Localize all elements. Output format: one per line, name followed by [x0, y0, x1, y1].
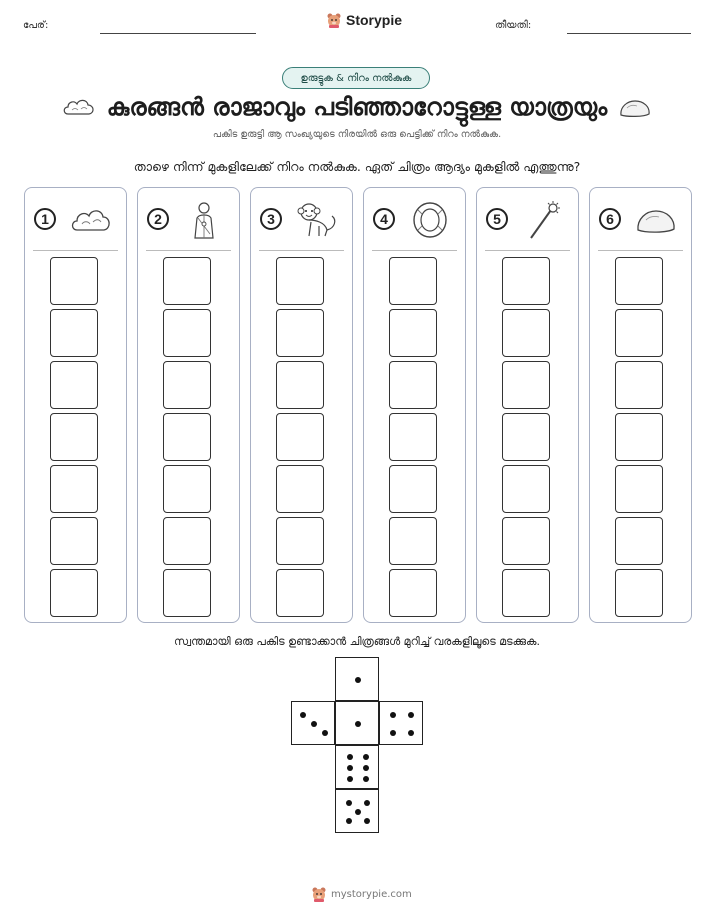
date-label: തീയതി: — [495, 20, 532, 31]
coloring-box[interactable] — [163, 517, 211, 565]
column-number: 5 — [486, 208, 508, 230]
dice-pip — [363, 765, 369, 771]
column-number: 2 — [147, 208, 169, 230]
fold-instruction: സ്വന്തമായി ഒരു പകിട ഉണ്ടാക്കാൻ ചിത്രങ്ങൾ മുറിച്ച് വരകളിലൂടെ മടക്കുക. — [174, 635, 540, 648]
column-header — [25, 188, 126, 250]
dice-pip — [346, 818, 352, 824]
column-number: 6 — [599, 208, 621, 230]
coloring-box[interactable] — [389, 361, 437, 409]
column-5 — [476, 187, 579, 623]
coloring-box[interactable] — [389, 465, 437, 513]
coloring-box[interactable] — [502, 309, 550, 357]
coloring-box[interactable] — [502, 569, 550, 617]
column-divider — [33, 250, 118, 251]
dice-pip — [408, 730, 414, 736]
coloring-box[interactable] — [50, 361, 98, 409]
coloring-box[interactable] — [276, 413, 324, 461]
instruction: താഴെ നിന്ന് മുകളിലേക്ക് നിറം നൽകുക. ഏത് ചിത്രം ആദ്യം മുകളിൽ എത്തുന്നു? — [133, 159, 581, 174]
coloring-box[interactable] — [389, 257, 437, 305]
brand-logo — [326, 12, 402, 28]
column-divider — [598, 250, 683, 251]
monk-icon — [182, 200, 226, 240]
coloring-box[interactable] — [615, 465, 663, 513]
coloring-box[interactable] — [276, 517, 324, 565]
column-divider — [485, 250, 570, 251]
cloud-icon — [62, 96, 96, 120]
coloring-box[interactable] — [615, 309, 663, 357]
coloring-box[interactable] — [502, 413, 550, 461]
coloring-box[interactable] — [163, 361, 211, 409]
coloring-box[interactable] — [276, 569, 324, 617]
coloring-box[interactable] — [163, 569, 211, 617]
coloring-box[interactable] — [615, 361, 663, 409]
dice-pip — [363, 776, 369, 782]
coloring-box[interactable] — [276, 309, 324, 357]
coloring-box[interactable] — [389, 413, 437, 461]
dice-face — [379, 701, 423, 745]
coloring-box[interactable] — [615, 517, 663, 565]
dice-pip — [311, 721, 317, 727]
column-number: 1 — [34, 208, 56, 230]
dice-pip — [347, 754, 353, 760]
dice-pip — [363, 754, 369, 760]
footer-url: mystorypie.com — [331, 888, 412, 900]
subtitle: പകിട ഉരുട്ടി ആ സംഖ്യയുടെ നിരയിൽ ഒരു പെട്ടിക്ക് നിറം നൽകുക. — [212, 129, 502, 140]
coloring-box[interactable] — [502, 465, 550, 513]
dice-pip — [390, 730, 396, 736]
coloring-box[interactable] — [615, 413, 663, 461]
dice-face — [291, 701, 335, 745]
dice-pip — [390, 712, 396, 718]
dice-pip — [347, 776, 353, 782]
rock-icon — [634, 200, 678, 240]
column-2 — [137, 187, 240, 623]
dice-face — [335, 701, 379, 745]
magic-staff-icon — [521, 200, 565, 240]
dice-pip — [355, 721, 361, 727]
golden-ring-icon — [408, 200, 452, 240]
coloring-box[interactable] — [163, 257, 211, 305]
column-header — [477, 188, 578, 250]
coloring-box[interactable] — [502, 361, 550, 409]
coloring-box[interactable] — [615, 569, 663, 617]
bear-icon — [311, 886, 327, 902]
dice-pip — [355, 677, 361, 683]
date-line — [567, 33, 691, 34]
dice-net — [291, 657, 425, 835]
dice-pip — [364, 800, 370, 806]
coloring-box[interactable] — [50, 465, 98, 513]
coloring-box[interactable] — [50, 413, 98, 461]
activity-badge: ഉരുട്ടുക & നിറം നൽകുക — [282, 67, 430, 89]
name-line — [100, 33, 256, 34]
dice-pip — [346, 800, 352, 806]
coloring-box[interactable] — [50, 517, 98, 565]
column-number: 4 — [373, 208, 395, 230]
column-1 — [24, 187, 127, 623]
coloring-box[interactable] — [50, 309, 98, 357]
column-number: 3 — [260, 208, 282, 230]
coloring-box[interactable] — [276, 465, 324, 513]
dice-pip — [355, 809, 361, 815]
dice-face — [335, 657, 379, 701]
bear-icon — [326, 12, 342, 28]
coloring-box[interactable] — [163, 413, 211, 461]
coloring-box[interactable] — [502, 257, 550, 305]
column-4 — [363, 187, 466, 623]
column-header — [590, 188, 691, 250]
coloring-box[interactable] — [389, 517, 437, 565]
column-divider — [259, 250, 344, 251]
dice-pip — [347, 765, 353, 771]
brand-name: Storypie — [346, 12, 403, 28]
coloring-box[interactable] — [389, 309, 437, 357]
dice-pip — [364, 818, 370, 824]
coloring-box[interactable] — [276, 257, 324, 305]
column-6 — [589, 187, 692, 623]
coloring-box[interactable] — [615, 257, 663, 305]
coloring-box[interactable] — [163, 465, 211, 513]
coloring-box[interactable] — [163, 309, 211, 357]
coloring-box[interactable] — [50, 257, 98, 305]
column-header — [251, 188, 352, 250]
coloring-box[interactable] — [502, 517, 550, 565]
footer — [311, 886, 412, 902]
rock-icon — [618, 96, 652, 120]
column-header — [138, 188, 239, 250]
dice-pip — [322, 730, 328, 736]
coloring-box[interactable] — [389, 569, 437, 617]
column-3 — [250, 187, 353, 623]
cloud-icon — [69, 200, 113, 240]
monkey-icon — [295, 200, 339, 240]
column-header — [364, 188, 465, 250]
page-title: കുരങ്ങൻ രാജാവും പടിഞ്ഞാറോട്ടുള്ള യാത്രയും — [106, 93, 608, 121]
dice-pip — [408, 712, 414, 718]
dice-face — [335, 789, 379, 833]
coloring-box[interactable] — [50, 569, 98, 617]
dice-face — [335, 745, 379, 789]
column-divider — [372, 250, 457, 251]
column-divider — [146, 250, 231, 251]
name-label: പേര്: — [23, 20, 49, 31]
coloring-box[interactable] — [276, 361, 324, 409]
dice-pip — [300, 712, 306, 718]
